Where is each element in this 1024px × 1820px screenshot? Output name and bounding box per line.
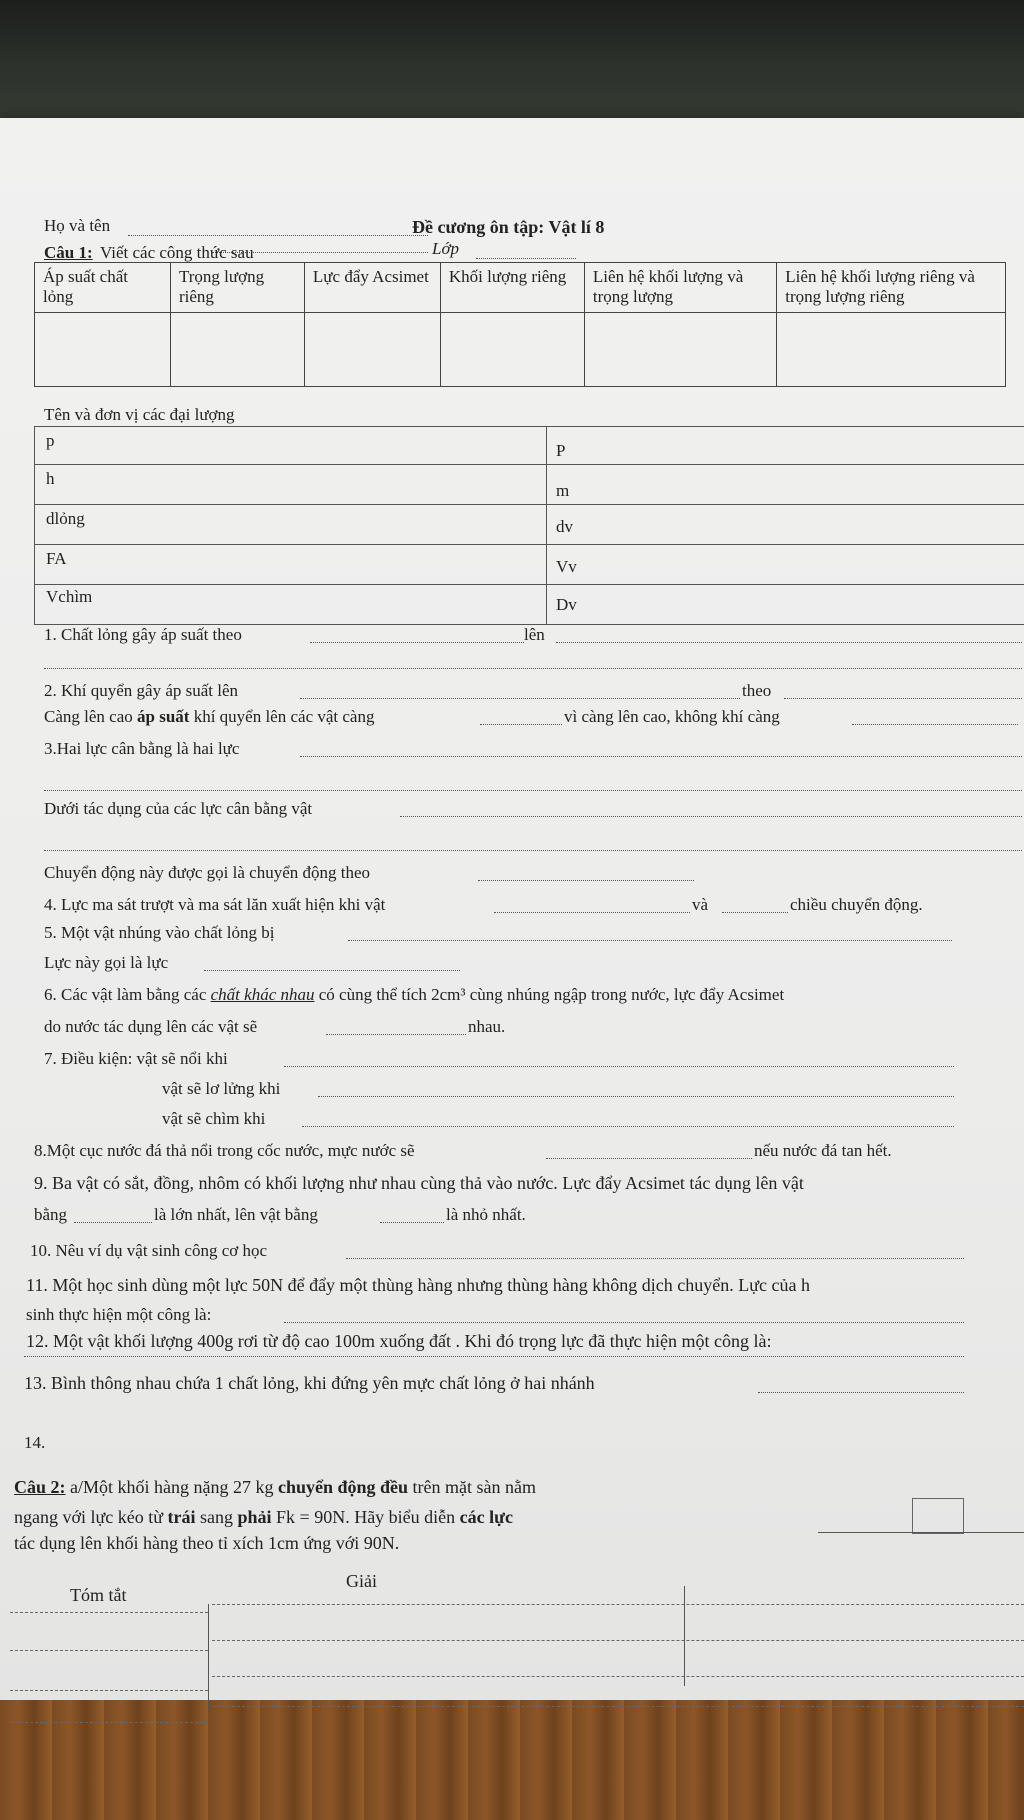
blank[interactable] (852, 724, 1018, 725)
blank[interactable] (310, 642, 524, 643)
item-5a: 5. Một vật nhúng vào chất lỏng bị (44, 923, 275, 942)
q2-label: Câu 2: (14, 1477, 66, 1497)
item-9b-post: là nhỏ nhất. (446, 1205, 526, 1224)
item-11a: 11. Một học sinh dùng một lực 50N để đẩy một thùng hàng nhưng thùng hàng không dịch chuyển. Lực của h (26, 1275, 810, 1295)
cell-empty[interactable] (584, 313, 776, 387)
wooden-table (0, 1700, 1024, 1820)
unit-dv: dv (556, 517, 573, 536)
cell-empty[interactable] (777, 313, 1006, 387)
col-density: Khối lượng riêng (440, 263, 584, 313)
blank[interactable] (546, 1158, 752, 1159)
unit-p: p (46, 431, 55, 450)
q2-l2-c: sang (200, 1507, 233, 1527)
item-2d: vì càng lên cao, không khí càng (564, 707, 780, 726)
q2-l2-b: trái (167, 1507, 196, 1527)
blank[interactable] (722, 912, 788, 913)
item-6a-post: có cùng thể tích 2cm³ cùng nhúng ngập trong nước, lực đẩy Acsimet (318, 985, 785, 1004)
item-9b-pre: bằng (34, 1205, 68, 1224)
item-2c-pre: Càng lên cao (44, 707, 133, 726)
item-6a-pre: 6. Các vật làm bằng các (44, 985, 207, 1004)
item-7a: 7. Điều kiện: vật sẽ nổi khi (44, 1049, 228, 1068)
blank[interactable] (204, 970, 460, 971)
blank[interactable] (300, 756, 1022, 757)
unit-weight: P (556, 441, 566, 460)
cell-empty[interactable] (35, 313, 171, 387)
solution-line[interactable] (212, 1706, 1024, 1707)
item-9b-mid: là lớn nhất, lên vật bằng (154, 1205, 318, 1224)
blank[interactable] (44, 790, 1022, 791)
item-2c-bold: áp suất (137, 707, 190, 726)
q2-line3: tác dụng lên khối hàng theo tỉ xích 1cm ứng với 90N. (14, 1533, 400, 1553)
units-line (34, 504, 1024, 505)
item-7c: vật sẽ chìm khi (162, 1109, 266, 1128)
summary-line[interactable] (10, 1612, 208, 1613)
q2-l1-c: trên mặt sàn nằm (412, 1477, 537, 1497)
unit-vv: Vv (556, 557, 577, 576)
name-label: Họ và tên (44, 216, 111, 235)
units-divider (546, 426, 547, 624)
solution-line[interactable] (212, 1676, 1024, 1677)
item-8b: nếu nước đá tan hết. (754, 1141, 892, 1160)
blank[interactable] (44, 668, 1022, 669)
summary-line[interactable] (10, 1690, 208, 1691)
q2-l2-e: Fk = 90N. Hãy biểu diễn (276, 1507, 456, 1527)
floor-line (818, 1532, 1024, 1533)
col-pressure: Áp suất chất lỏng (35, 263, 171, 313)
item-6b-post: nhau. (468, 1017, 506, 1036)
blank[interactable] (300, 698, 740, 699)
item-1b: lên (524, 625, 545, 644)
q2-l2-a: ngang với lực kéo từ (14, 1507, 164, 1527)
summary-line[interactable] (10, 1722, 208, 1723)
item-1a: 1. Chất lỏng gây áp suất theo (44, 625, 242, 644)
unit-mass: m (556, 481, 570, 500)
cell-empty[interactable] (170, 313, 304, 387)
blank[interactable] (380, 1222, 444, 1223)
item-4a: 4. Lực ma sát trượt và ma sát lăn xuất hiện khi vật (44, 895, 386, 914)
name-blank (128, 235, 428, 236)
item-11b: sinh thực hiện một công là: (26, 1305, 212, 1324)
blank[interactable] (346, 1258, 964, 1259)
item-10: 10. Nêu ví dụ vật sinh công cơ học (30, 1241, 268, 1260)
formula-table (34, 262, 1006, 387)
page-title: Đề cương ôn tập: Vật lí 8 (412, 217, 605, 237)
blank[interactable] (74, 1222, 152, 1223)
item-2a: 2. Khí quyển gây áp suất lên (44, 681, 239, 700)
item-4b: và (692, 895, 709, 914)
item-7b: vật sẽ lơ lửng khi (162, 1079, 281, 1098)
units-line (34, 426, 1024, 427)
q2-line1 (14, 1476, 536, 1498)
units-border (34, 426, 35, 624)
solution-label: Giải (346, 1571, 377, 1591)
item-14: 14. (24, 1433, 46, 1452)
blank[interactable] (494, 912, 690, 913)
item-2c (44, 706, 374, 728)
item-13: 13. Bình thông nhau chứa 1 chất lỏng, khi đứng yên mực chất lỏng ở hai nhánh (24, 1373, 595, 1393)
blank[interactable] (348, 940, 952, 941)
solution-line[interactable] (212, 1640, 1024, 1641)
solution-line[interactable] (212, 1604, 1024, 1605)
q1-label: Câu 1: (44, 243, 93, 262)
q2-l1-a: a/Một khối hàng nặng 27 kg (70, 1477, 274, 1497)
unit-h: h (46, 469, 55, 488)
blank[interactable] (758, 1392, 964, 1393)
item-4c: chiều chuyển động. (790, 895, 923, 914)
q2-l1-b: chuyển động đều (278, 1477, 409, 1497)
blank[interactable] (326, 1034, 466, 1035)
blank[interactable] (284, 1322, 964, 1323)
col-mass-weight: Liên hệ khối lượng và trọng lượng (584, 263, 776, 313)
item-3b: Dưới tác dụng của các lực cân bằng vật (44, 799, 313, 818)
item-3: 3.Hai lực cân bằng là hai lực (44, 739, 240, 758)
item-5b: Lực này gọi là lực (44, 953, 169, 972)
units-line (34, 584, 1024, 585)
q2-l2-d: phải (237, 1507, 272, 1527)
q1-text: Viết các công thức sau (100, 243, 254, 262)
blank[interactable] (24, 1356, 964, 1357)
col-specific-weight: Trọng lượng riêng (170, 263, 304, 313)
cell-empty[interactable] (304, 313, 440, 387)
unit-v-sub: Vchìm (46, 587, 93, 606)
blank[interactable] (284, 1066, 954, 1067)
item-3c: Chuyển động này được gọi là chuyển động theo (44, 863, 371, 882)
q2-l2-f: các lực (459, 1507, 513, 1527)
unit-density-v: Dv (556, 595, 577, 614)
q2-line2 (14, 1506, 513, 1528)
item-2c-post: khí quyển lên các vật càng (193, 707, 375, 726)
units-line (34, 544, 1024, 545)
col-buoyant-force: Lực đẩy Acsimet (304, 263, 440, 313)
blank[interactable] (302, 1126, 954, 1127)
unit-fa: FA (46, 549, 67, 568)
solution-divider (684, 1586, 685, 1686)
item-6a-em: chất khác nhau (210, 985, 315, 1004)
blank[interactable] (480, 724, 562, 725)
summary-label: Tóm tắt (70, 1585, 127, 1605)
class-blank (476, 258, 576, 259)
item-9a: 9. Ba vật có sắt, đồng, nhôm có khối lượng như nhau cùng thả vào nước. Lực đẩy Acsimet tác dụng lên vật (34, 1173, 804, 1193)
blank[interactable] (478, 880, 694, 881)
unit-d-liquid: dlỏng (46, 509, 85, 528)
units-title: Tên và đơn vị các đại lượng (44, 405, 235, 424)
summary-divider (208, 1604, 209, 1710)
col-density-weight: Liên hệ khối lượng riêng và trọng lượng riêng (777, 263, 1006, 313)
blank[interactable] (556, 642, 1022, 643)
blank[interactable] (318, 1096, 954, 1097)
blank[interactable] (44, 850, 1022, 851)
units-line (34, 464, 1024, 465)
item-8a: 8.Một cục nước đá thả nổi trong cốc nước, mực nước sẽ (34, 1141, 415, 1160)
blank[interactable] (400, 816, 1022, 817)
summary-line[interactable] (10, 1650, 208, 1651)
item-6a (44, 984, 784, 1006)
item-6b-pre: do nước tác dụng lên các vật sẽ (44, 1017, 258, 1036)
cell-empty[interactable] (440, 313, 584, 387)
class-label: Lớp (432, 239, 460, 258)
cargo-box (912, 1498, 964, 1534)
item-12: 12. Một vật khối lượng 400g rơi từ độ cao 100m xuống đất . Khi đó trọng lực đã thực hiện một công là: (26, 1331, 772, 1351)
item-2b: theo (742, 681, 772, 700)
blank[interactable] (784, 698, 1022, 699)
